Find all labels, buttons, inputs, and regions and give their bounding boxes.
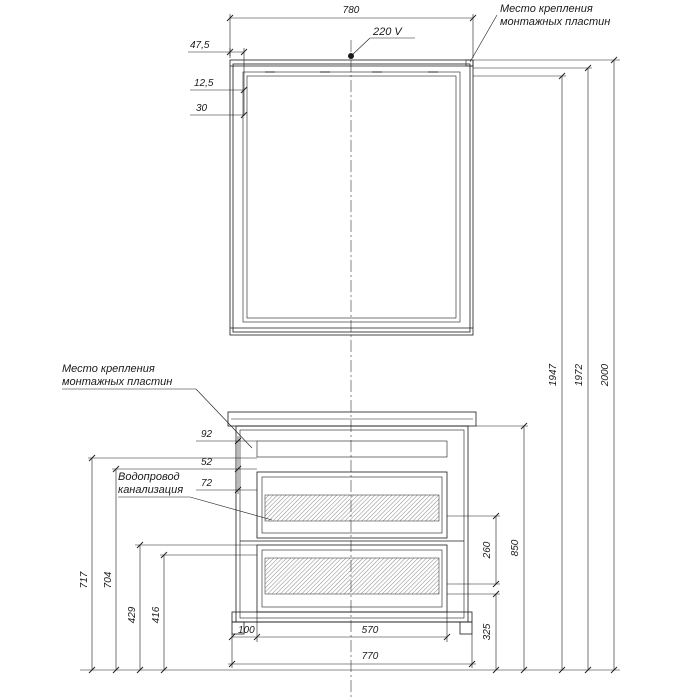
cabinet	[228, 412, 476, 634]
cabinet-mount-label-line2: монтажных пластин	[62, 376, 173, 388]
drawer-panel-hatched	[265, 558, 439, 594]
cabinet-mount-label-line1: Место крепления	[62, 363, 155, 375]
dim-30-text: 30	[196, 103, 208, 114]
dim-92-text: 92	[201, 429, 213, 440]
dim-47-5-text: 47,5	[190, 40, 210, 51]
dim-770-text: 770	[361, 651, 379, 662]
dim-780	[227, 5, 476, 58]
mirror	[230, 53, 473, 335]
pipes-label-line1: Водопровод	[118, 471, 180, 483]
dim-416-text: 416	[151, 606, 162, 624]
height-dims	[473, 57, 620, 673]
dim-429-text: 429	[127, 606, 138, 624]
dim-325-text: 325	[482, 623, 493, 641]
pipes-label-line2: канализация	[118, 484, 184, 496]
dim-12-5-text: 12,5	[194, 78, 214, 89]
dim-100-text: 100	[238, 625, 255, 636]
dim-850-text: 850	[510, 539, 521, 557]
dim-260-text: 260	[482, 541, 493, 559]
dim-72-text: 72	[201, 478, 213, 489]
dim-570-text: 570	[361, 625, 379, 636]
top-rail	[257, 441, 447, 457]
cabinet-bottom-dims	[228, 612, 476, 668]
dim-1947-text: 1947	[548, 363, 559, 387]
dim-704-text: 704	[103, 571, 114, 589]
dim-2000-text: 2000	[600, 363, 611, 387]
dim-1972-text: 1972	[574, 363, 585, 387]
siphon-cutout	[265, 495, 439, 521]
mirror-glass	[243, 72, 460, 322]
mirror-mount-label-line1: Место крепления	[500, 3, 593, 15]
mirror-offset-dims	[188, 40, 247, 118]
mirror-outer-frame	[230, 60, 473, 335]
power-label: 220 V	[373, 26, 402, 38]
cabinet-left-dims-top	[196, 429, 257, 494]
dim-52-text: 52	[201, 457, 213, 468]
dim-780-text: 780	[342, 5, 360, 16]
mirror-mount-plate	[466, 60, 473, 66]
right-foot	[460, 622, 472, 634]
mirror-mount-label-line2: монтажных пластин	[500, 16, 611, 28]
dim-717-text: 717	[79, 571, 90, 589]
cabinet-right-dims	[447, 423, 528, 673]
